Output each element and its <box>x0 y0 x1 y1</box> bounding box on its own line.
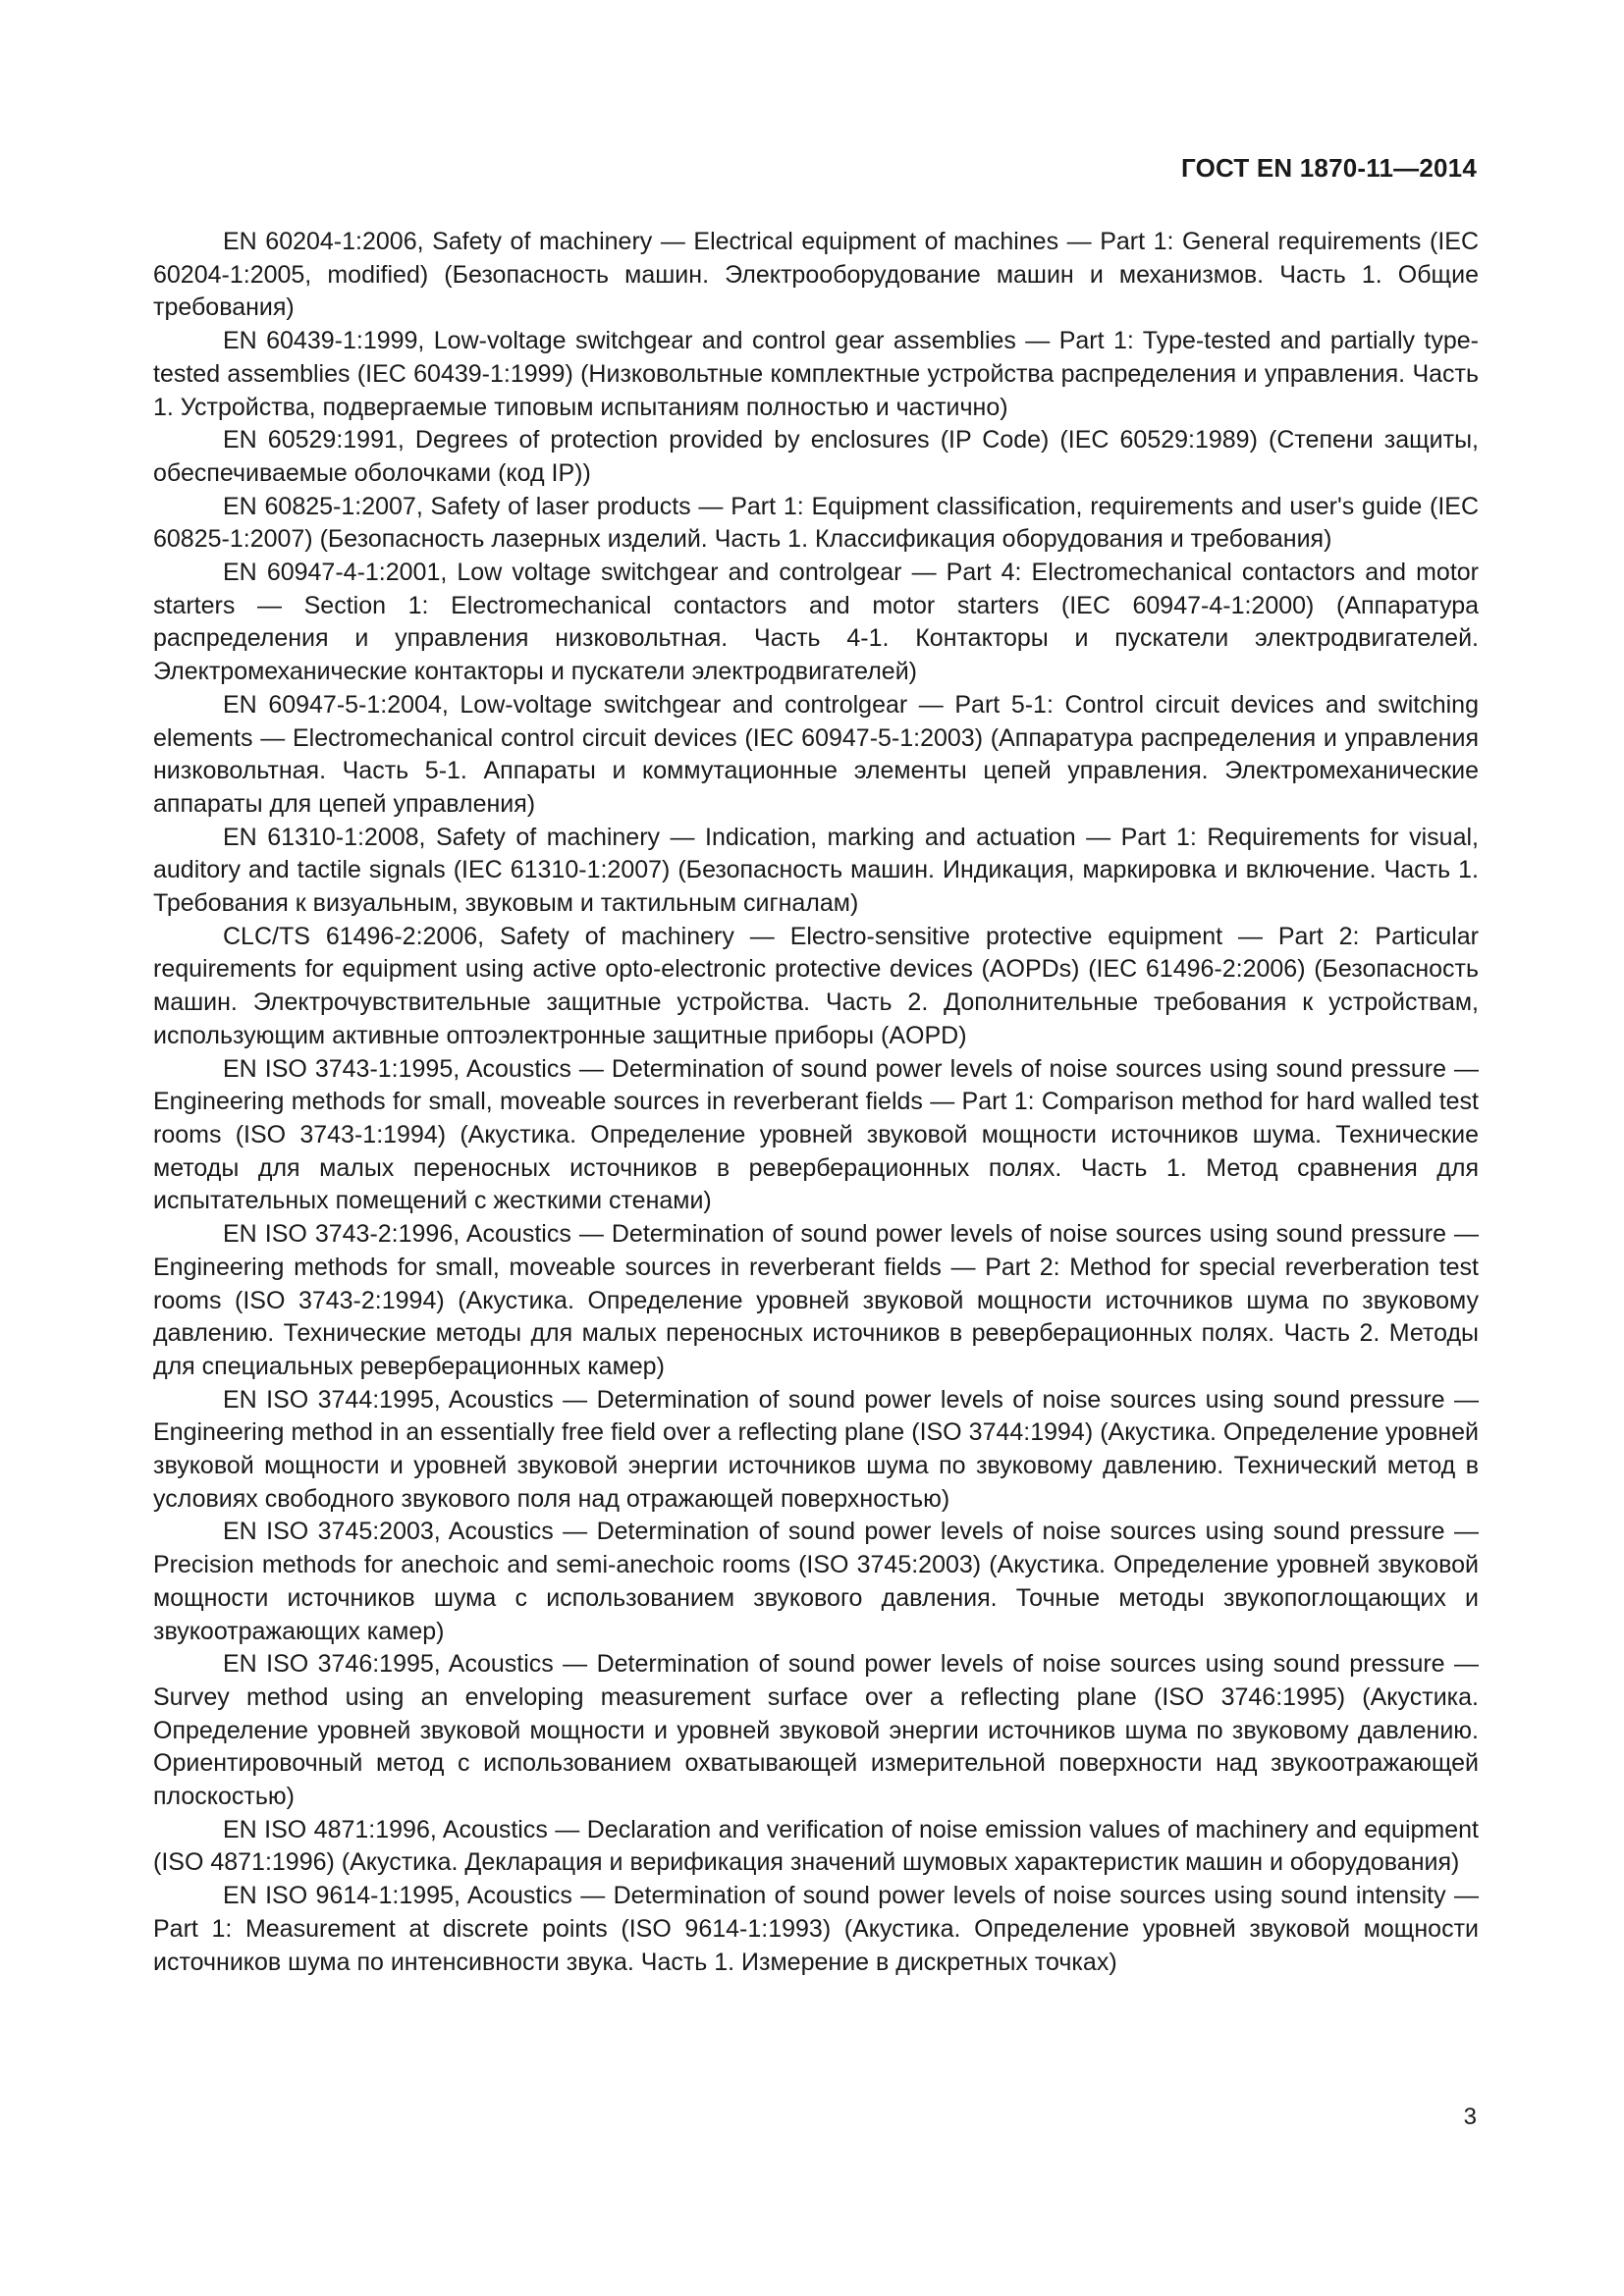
reference-entry: EN 60529:1991, Degrees of protection provided by enclosures (IP Code) (IEC 60529:1989) (Степени защиты, обеспечиваемые оболочками (код IP)) <box>153 426 1479 487</box>
reference-entry: EN ISO 3743-1:1995, Acoustics — Determination of sound power levels of noise sources using sound pressure — Engineering methods for small, moveable sources in reverberant fields — Part 1: Comparison method for hard walled test rooms (ISO 3743-1:1994) (Акустика. Определение уровней звуковой мощности источников шума. Технические методы для малых переносных источников в реверберационных полях. Часть 1. Метод сравнения для испытательных помещений с жесткими стенами) <box>153 1054 1479 1215</box>
reference-entry: EN 60439-1:1999, Low-voltage switchgear and control gear assemblies — Part 1: Type-tested and partially type-tested assemblies (IEC 60439-1:1999) (Низковольтные комплектные устройства распределения и управления. Часть 1. Устройства, подвергаемые типовым испытаниям полностью и частично) <box>153 327 1479 421</box>
reference-entry: EN 60825-1:2007, Safety of laser products — Part 1: Equipment classification, requirements and user's guide (IEC 60825-1:2007) (Безопасность лазерных изделий. Часть 1. Классификация оборудования и требования) <box>153 492 1479 554</box>
reference-entry: EN 60204-1:2006, Safety of machinery — Electrical equipment of machines — Part 1: General requirements (IEC 60204-1:2005, modified) (Безопасность машин. Электрооборудование машин и механизмов. Часть 1. Общие требования) <box>153 228 1479 322</box>
reference-entry: EN ISO 9614-1:1995, Acoustics — Determination of sound power levels of noise sources using sound intensity — Part 1: Measurement at discrete points (ISO 9614-1:1993) (Акустика. Определение уровней звуковой мощности источников шума по интенсивности звука. Часть 1. Измерение в дискретных точках) <box>153 1882 1479 1976</box>
reference-entry: CLC/TS 61496-2:2006, Safety of machinery — Electro-sensitive protective equipment — Part 2: Particular requirements for equipment using active opto-electronic protective devices (AOPDs) (IEC 61496-2:2006) (Безопасность машин. Электрочувствительные защитные устройства. Часть 2. Дополнительные требования к устройствам, использующим активные оптоэлектронные защитные приборы (AOPD) <box>153 922 1479 1049</box>
reference-entry: EN 60947-5-1:2004, Low-voltage switchgear and controlgear — Part 5-1: Control circuit devices and switching elements — Electromechanical control circuit devices (IEC 60947-5-1:2003) (Аппаратура распределения и управления низковольтная. Часть 5-1. Аппараты и коммутационные элементы цепей управления. Электромеханические аппараты для цепей управления) <box>153 690 1479 818</box>
page-number: 3 <box>1463 2104 1477 2130</box>
reference-entry: EN ISO 3746:1995, Acoustics — Determination of sound power levels of noise sources using sound pressure — Survey method using an enveloping measurement surface over a reflecting plane (ISO 3746:1995) (Акустика. Определение уровней звуковой мощности и уровней звуковой энергии источников шума по звуковому давлению. Ориентировочный метод с использованием охватывающей измерительной поверхности над звукоотражающей плоскостью) <box>153 1650 1479 1811</box>
reference-entry: EN ISO 3745:2003, Acoustics — Determination of sound power levels of noise sources using sound pressure — Precision methods for anechoic and semi-anechoic rooms (ISO 3745:2003) (Акустика. Определение уровней звуковой мощности источников шума с использованием звукового давления. Точные методы звукопоглощающих и звукоотражающих камер) <box>153 1518 1479 1645</box>
reference-entry: EN ISO 3744:1995, Acoustics — Determination of sound power levels of noise sources using sound pressure — Engineering method in an essentially free field over a reflecting plane (ISO 3744:1994) (Акустика. Определение уровней звуковой мощности и уровней звуковой энергии источников шума по звуковому давлению. Технический метод в условиях свободного звукового поля над отражающей поверхностью) <box>153 1385 1479 1513</box>
reference-entry: EN ISO 3743-2:1996, Acoustics — Determination of sound power levels of noise sources using sound pressure — Engineering methods for small, moveable sources in reverberant fields — Part 2: Method for special reverberation test rooms (ISO 3743-2:1994) (Акустика. Определение уровней звуковой мощности источников шума по звуковому давлению. Технические методы для малых переносных источников в реверберационных полях. Часть 2. Методы для специальных реверберационных камер) <box>153 1220 1479 1380</box>
reference-entry: EN 60947-4-1:2001, Low voltage switchgear and controlgear — Part 4: Electromechanical contactors and motor starters — Section 1: Electromechanical contactors and motor starters (IEC 60947-4-1:2000) (Аппаратура распределения и управления низковольтная. Часть 4-1. Контакторы и пускатели электродвигателей. Электромеханические контакторы и пускатели электродвигателей) <box>153 559 1479 686</box>
normative-references-list <box>153 226 1479 1979</box>
reference-entry: EN ISO 4871:1996, Acoustics — Declaration and verification of noise emission values of machinery and equipment (ISO 4871:1996) (Акустика. Декларация и верификация значений шумовых характеристик машин и оборудования) <box>153 1815 1479 1877</box>
standard-code-header: ГОСТ EN 1870-11—2014 <box>1180 153 1477 183</box>
reference-entry: EN 61310-1:2008, Safety of machinery — Indication, marking and actuation — Part 1: Requirements for visual, auditory and tactile signals (IEC 61310-1:2007) (Безопасность машин. Индикация, маркировка и включение. Часть 1. Требования к визуальным, звуковым и тактильным сигналам) <box>153 823 1479 918</box>
